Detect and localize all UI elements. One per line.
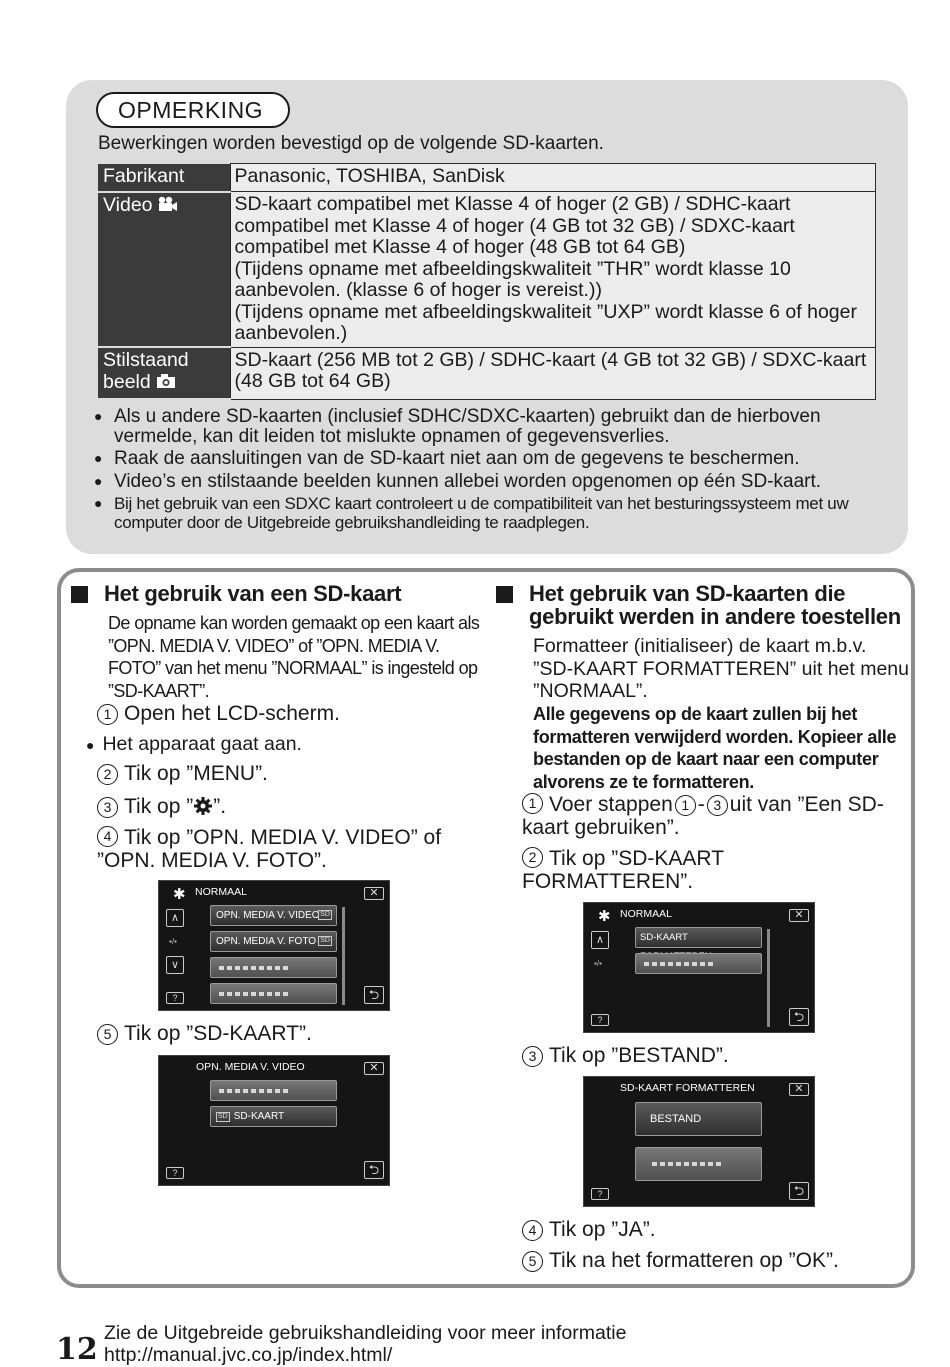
right-step-5: 5 Tik na het formatteren op ”OK”. (522, 1249, 839, 1272)
menu-item-blurred[interactable] (210, 1080, 337, 1101)
circled-number: 5 (97, 1024, 118, 1045)
left-heading: Het gebruik van een SD-kaart (104, 582, 484, 605)
left-bullet-1: ● Het apparaat gaat aan. (86, 733, 302, 756)
gear-icon: ✱ (598, 908, 611, 925)
close-icon[interactable]: ✕ (789, 909, 809, 922)
camera-icon (156, 373, 176, 389)
circled-number: 1 (97, 704, 118, 725)
square-bullet-icon (496, 586, 513, 603)
menu-item-sd-card-format[interactable]: SD-KAART (635, 927, 762, 948)
scroll-up-button[interactable]: ∧ (166, 909, 184, 927)
row-value-still: SD-kaart (256 MB tot 2 GB) / SDHC-kaart (4 GB tot 32 GB) / SDXC-kaart (48 GB tot 64 GB) (230, 347, 876, 399)
list-item: ● Raak de aansluitingen van de SD-kaart niet aan om de gegevens te beschermen. (94, 449, 884, 469)
right-warning: Alle gegevens op de kaart zullen bij het formatteren verwijderd worden. Kopieer alle bestanden op de kaart naar een computer alvorens ze te formatteren. (533, 704, 897, 792)
row-label-video: Video (103, 193, 153, 216)
sd-card-icon: SD (218, 1113, 228, 1120)
help-button[interactable]: ? (591, 1014, 609, 1026)
list-item: ● Als u andere SD-kaarten (inclusief SDHC/SDXC-kaarten) gebruikt dan de hierboven vermelde, kan dit leiden tot mislukte opnamen of gegevensverlies. (94, 407, 884, 446)
circled-number: 2 (97, 764, 118, 785)
list-item: ● Video’s en stilstaande beelden kunnen allebei worden opgenomen op één SD-kaart. (94, 472, 884, 492)
return-icon[interactable]: ⮌ (364, 1161, 384, 1179)
circled-number: 4 (522, 1220, 543, 1241)
sd-card-icon: SD (320, 911, 330, 918)
left-intro: De opname kan worden gemaakt op een kaart als ”OPN. MEDIA V. VIDEO” of ”OPN. MEDIA V. FOTO” van het menu ”NORMAAL” is ingesteld op ”SD-KAART”. (108, 613, 480, 701)
screen-title: OPN. MEDIA V. VIDEO (196, 1061, 305, 1073)
right-step-3: 3 Tik op ”BESTAND”. (522, 1044, 729, 1067)
row-label-video-cell (98, 192, 230, 348)
screen-sd-card-format (583, 1076, 815, 1207)
menu-item-rec-media-photo[interactable]: OPN. MEDIA V. FOTO SD (210, 931, 337, 952)
circled-number: 3 (707, 795, 728, 816)
right-step-4: 4 Tik op ”JA”. (522, 1218, 656, 1241)
footer-url[interactable]: http://manual.jvc.co.jp/index.html/ (104, 1344, 393, 1366)
screen-rec-media-video (158, 1055, 390, 1186)
right-step-2: 2 Tik op ”SD-KAART FORMATTEREN”. (522, 847, 724, 893)
circled-number: 2 (522, 847, 543, 868)
menu-item-sd-card[interactable]: SD SD-KAART (210, 1106, 337, 1127)
left-step-1: 1 Open het LCD-scherm. (97, 702, 340, 725)
sd-card-table (98, 163, 876, 400)
row-label-still-cell (98, 347, 230, 399)
right-step-1: 1 Voer stappen 1 - 3 uit van ”Een SD-kaart gebruiken”. (522, 793, 884, 839)
scrollbar[interactable] (342, 907, 345, 1005)
help-button[interactable]: ? (166, 1167, 184, 1179)
left-step-5: 5 Tik op ”SD-KAART”. (97, 1022, 312, 1045)
sd-card-icon: SD (320, 937, 330, 944)
right-heading: Het gebruik van SD-kaarten die gebruikt werden in andere toestellen (529, 582, 909, 628)
return-icon[interactable]: ⮌ (789, 1182, 809, 1200)
list-item: ● Bij het gebruik van een SDXC kaart controleert u de compatibiliteit van het besturingssysteem met uw computer door de Uitgebreide gebruikshandleiding te raadplegen. (94, 494, 884, 532)
row-value-manufacturer: Panasonic, TOSHIBA, SanDisk (230, 164, 876, 192)
circled-number: 5 (522, 1251, 543, 1272)
close-icon[interactable]: ✕ (364, 887, 384, 900)
table-row (98, 347, 876, 399)
help-button[interactable]: ? (166, 992, 184, 1004)
scroll-up-button[interactable]: ∧ (591, 931, 609, 949)
mode-icon: ▪/▪ (169, 937, 177, 946)
video-camera-icon (158, 196, 178, 212)
note-box (66, 80, 908, 554)
return-icon[interactable]: ⮌ (789, 1008, 809, 1026)
menu-item-file[interactable]: BESTAND (635, 1102, 762, 1136)
mode-icon: ▪/▪ (594, 959, 602, 968)
menu-item-rec-media-video[interactable]: OPN. MEDIA V. VIDEO SD (210, 905, 337, 926)
menu-item-blurred[interactable] (635, 1147, 762, 1181)
circled-number: 1 (522, 793, 543, 814)
table-row (98, 192, 876, 348)
screen-title: NORMAAL (195, 886, 247, 898)
circled-number: 3 (97, 797, 118, 818)
menu-item-blurred[interactable] (210, 983, 337, 1004)
left-step-2: 2 Tik op ”MENU”. (97, 762, 268, 785)
scrollbar[interactable] (767, 929, 770, 1027)
square-bullet-icon (71, 586, 88, 603)
left-step-4: 4 Tik op ”OPN. MEDIA V. VIDEO” of ”OPN. MEDIA V. FOTO”. (97, 826, 442, 872)
note-intro: Bewerkingen worden bevestigd op de volgende SD-kaarten. (98, 133, 604, 154)
scroll-down-button[interactable]: ∨ (166, 956, 184, 974)
left-step-3: 3 Tik op ” ”. (97, 795, 226, 818)
circled-number: 4 (97, 826, 118, 847)
right-intro: Formatteer (initialiseer) de kaart m.b.v. ”SD-KAART FORMATTEREN” uit het menu ”NORMAAL”. (533, 635, 909, 702)
note-bullets (94, 407, 884, 535)
screen-normaal-menu (158, 880, 390, 1011)
table-row (98, 164, 876, 192)
circled-number: 3 (522, 1046, 543, 1067)
screen-title: NORMAAL (620, 908, 672, 920)
row-value-video: SD-kaart compatibel met Klasse 4 of hoger (2 GB) / SDHC-kaart compatibel met Klasse 4 of hoger (4 GB tot 32 GB) / SDXC-kaart compatibel met Klasse 4 of hoger (48 GB tot 64 GB) (Tijdens opname met afbeeldingskwaliteit ”THR” wordt klasse 10 aanbevolen. (klasse 6 of hoger is vereist.)) (Tijdens opname met afbeeldingskwaliteit ”UXP” wordt klasse 6 of hoger aanbevolen.) (230, 192, 876, 348)
return-icon[interactable]: ⮌ (364, 986, 384, 1004)
gear-icon (193, 796, 213, 816)
footer-reference: Zie de Uitgebreide gebruikshandleiding voor meer informatie (104, 1322, 627, 1344)
page-number: 12 (56, 1332, 98, 1367)
gear-icon: ✱ (173, 886, 186, 903)
screen-title: SD-KAART FORMATTEREN (620, 1082, 755, 1094)
help-button[interactable]: ? (591, 1188, 609, 1200)
menu-item-blurred[interactable] (210, 957, 337, 978)
close-icon[interactable]: ✕ (364, 1062, 384, 1075)
screen-normaal-format (583, 902, 815, 1033)
note-title: OPMERKING (96, 92, 290, 128)
row-label-still: Stilstaand beeld (103, 349, 189, 393)
circled-number: 1 (675, 795, 696, 816)
row-label-manufacturer: Fabrikant (98, 164, 230, 192)
menu-item-blurred[interactable] (635, 953, 762, 974)
close-icon[interactable]: ✕ (789, 1083, 809, 1096)
